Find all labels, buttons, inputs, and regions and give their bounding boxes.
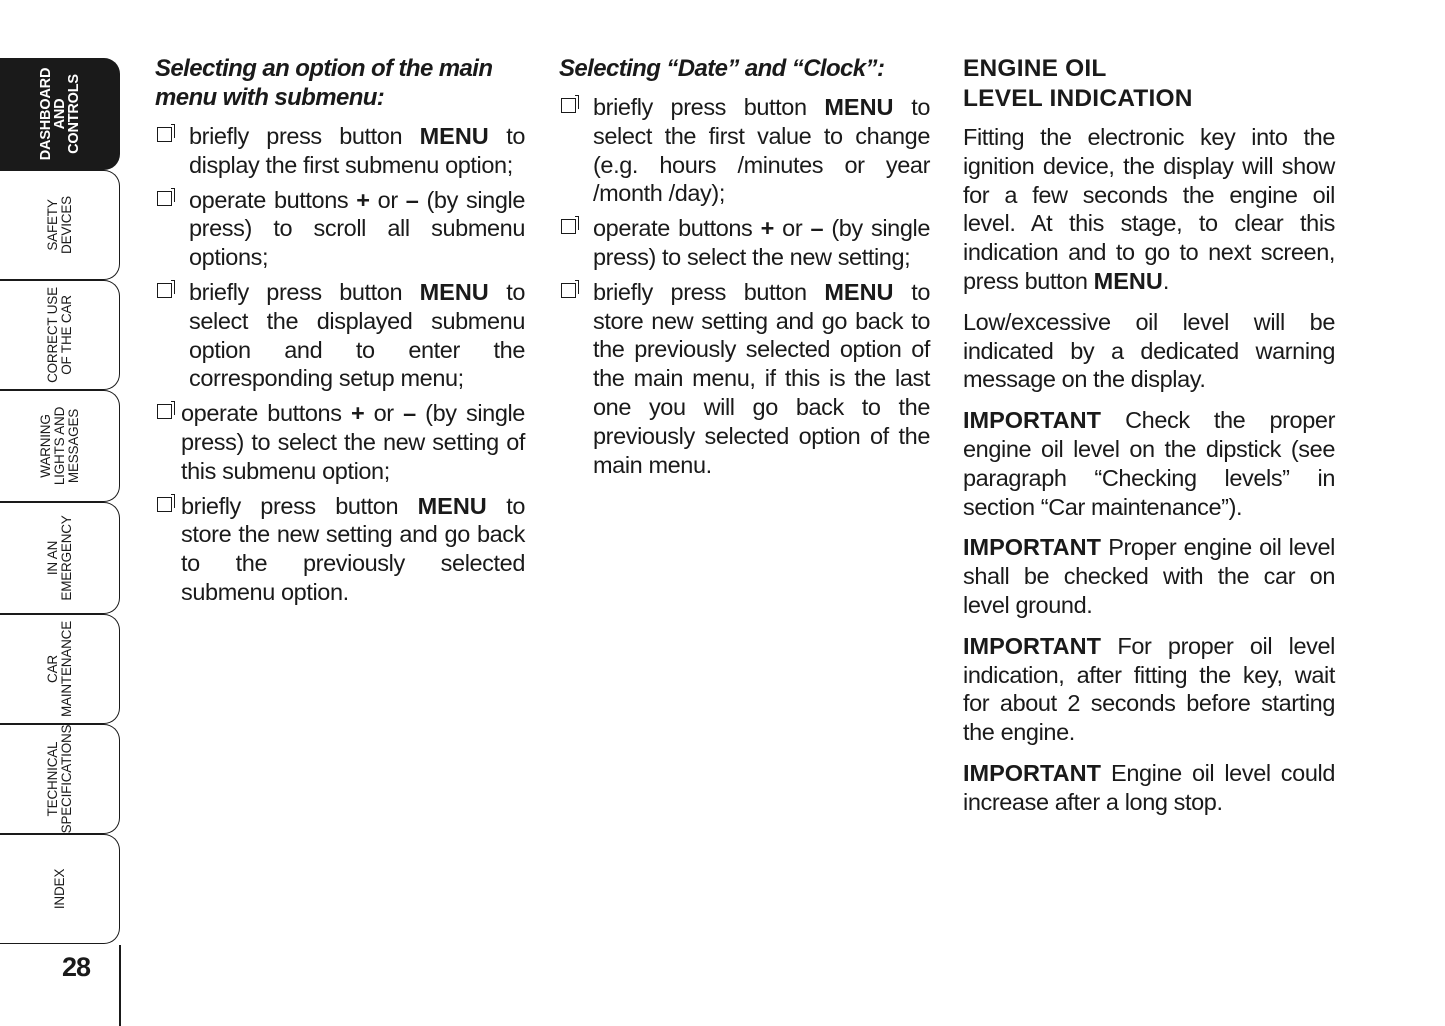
checkbox-bullet-icon [157, 283, 172, 298]
plus-symbol: + [356, 186, 370, 213]
important-label: IMPORTANT [963, 534, 1101, 561]
tab-label: IN AN EMERGENCY [45, 515, 74, 601]
checkbox-bullet-icon [157, 127, 172, 142]
menu-key: MENU [419, 278, 489, 305]
step-list [559, 93, 930, 479]
section-heading: Selecting an option of the main menu with submenu: [155, 55, 493, 111]
minus-symbol: – [403, 400, 416, 427]
section-tabs [0, 0, 124, 1026]
important-label: IMPORTANT [963, 407, 1101, 434]
checkbox-bullet-icon [561, 98, 576, 113]
minus-symbol: – [405, 186, 419, 213]
tab-car-maintenance[interactable] [0, 614, 120, 724]
list-item: briefly press button MENU to display the first submenu option; [155, 122, 525, 180]
tab-correct-use[interactable] [0, 280, 120, 390]
tab-label: TECHNICAL SPECIFICATIONS [45, 724, 74, 834]
list-item: briefly press button MENU to select the first value to change (e.g. hours /minutes or year /month /day); [559, 93, 930, 208]
checkbox-bullet-icon [561, 283, 576, 298]
section-heading: Selecting “Date” and “Clock”: [559, 55, 885, 82]
paragraph: Fitting the electronic key into the ignition device, the display will show for a few seconds the engine oil level. At this stage, to clear this indication and to go to next screen, press button MENU. [963, 124, 1335, 294]
menu-key: MENU [824, 278, 894, 305]
tab-label: INDEX [52, 868, 67, 910]
column-submenu [155, 54, 525, 613]
tab-dashboard-and-controls[interactable] [0, 58, 120, 170]
checkbox-bullet-icon [157, 404, 172, 419]
important-label: IMPORTANT [963, 632, 1101, 659]
tab-in-an-emergency[interactable] [0, 502, 120, 614]
important-note: IMPORTANT Engine oil level could increase after a long stop. [963, 759, 1335, 815]
column-engine-oil [963, 54, 1335, 829]
important-note: IMPORTANT Proper engine oil level shall be checked with the car on level ground. [963, 534, 1335, 618]
tab-label: CORRECT USE OF THE CAR [45, 287, 74, 383]
checkbox-bullet-icon [157, 191, 172, 206]
important-label: IMPORTANT [963, 759, 1101, 786]
tab-warning-lights[interactable] [0, 390, 120, 502]
plus-symbol: + [760, 215, 774, 242]
bottom-rule [119, 945, 121, 1026]
tab-label: WARNING LIGHTS AND MESSAGES [38, 406, 81, 486]
list-item: operate buttons + or – (by single press) to scroll all submenu options; [155, 186, 525, 272]
page-number: 28 [62, 952, 91, 982]
paragraph: Low/excessive oil level will be indicated by a dedicated warning message on the display. [963, 308, 1335, 393]
tab-label: SAFETY DEVICES [45, 196, 74, 254]
minus-symbol: – [810, 215, 824, 242]
important-note: IMPORTANT Check the proper engine oil level on the dipstick (see paragraph “Checking levels” in section “Car maintenance”). [963, 407, 1335, 520]
menu-key: MENU [1093, 267, 1163, 294]
tab-label: DASHBOARD AND CONTROLS [38, 67, 82, 161]
list-item: operate buttons + or – (by single press) to select the new setting; [559, 214, 930, 272]
tab-safety-devices[interactable] [0, 170, 120, 280]
list-item: briefly press button MENU to select the displayed submenu option and to enter the corresponding setup menu; [155, 278, 525, 393]
important-note: IMPORTANT For proper oil level indication, after fitting the key, wait for about 2 seconds before starting the engine. [963, 632, 1335, 746]
list-item: operate buttons + or – (by single press) to select the new setting of this submenu option; [155, 399, 525, 485]
step-list [155, 122, 525, 607]
tab-technical-specifications[interactable] [0, 724, 120, 834]
menu-key: MENU [419, 123, 489, 149]
tab-label: CAR MAINTENANCE [45, 620, 74, 718]
checkbox-bullet-icon [561, 219, 576, 234]
checkbox-bullet-icon [157, 497, 172, 512]
tab-index[interactable] [0, 834, 120, 944]
menu-key: MENU [417, 492, 487, 519]
plus-symbol: + [350, 400, 365, 427]
list-item: briefly press button MENU to store new setting and go back to the previously selected option of the main menu, if this is the last one you will go back to the previously selected option of the main menu. [559, 278, 930, 480]
section-heading: ENGINE OIL LEVEL INDICATION [963, 55, 1193, 112]
list-item: briefly press button MENU to store the new setting and go back to the previously selected submenu option. [155, 492, 525, 607]
menu-key: MENU [824, 94, 894, 120]
column-date-clock [559, 54, 930, 485]
